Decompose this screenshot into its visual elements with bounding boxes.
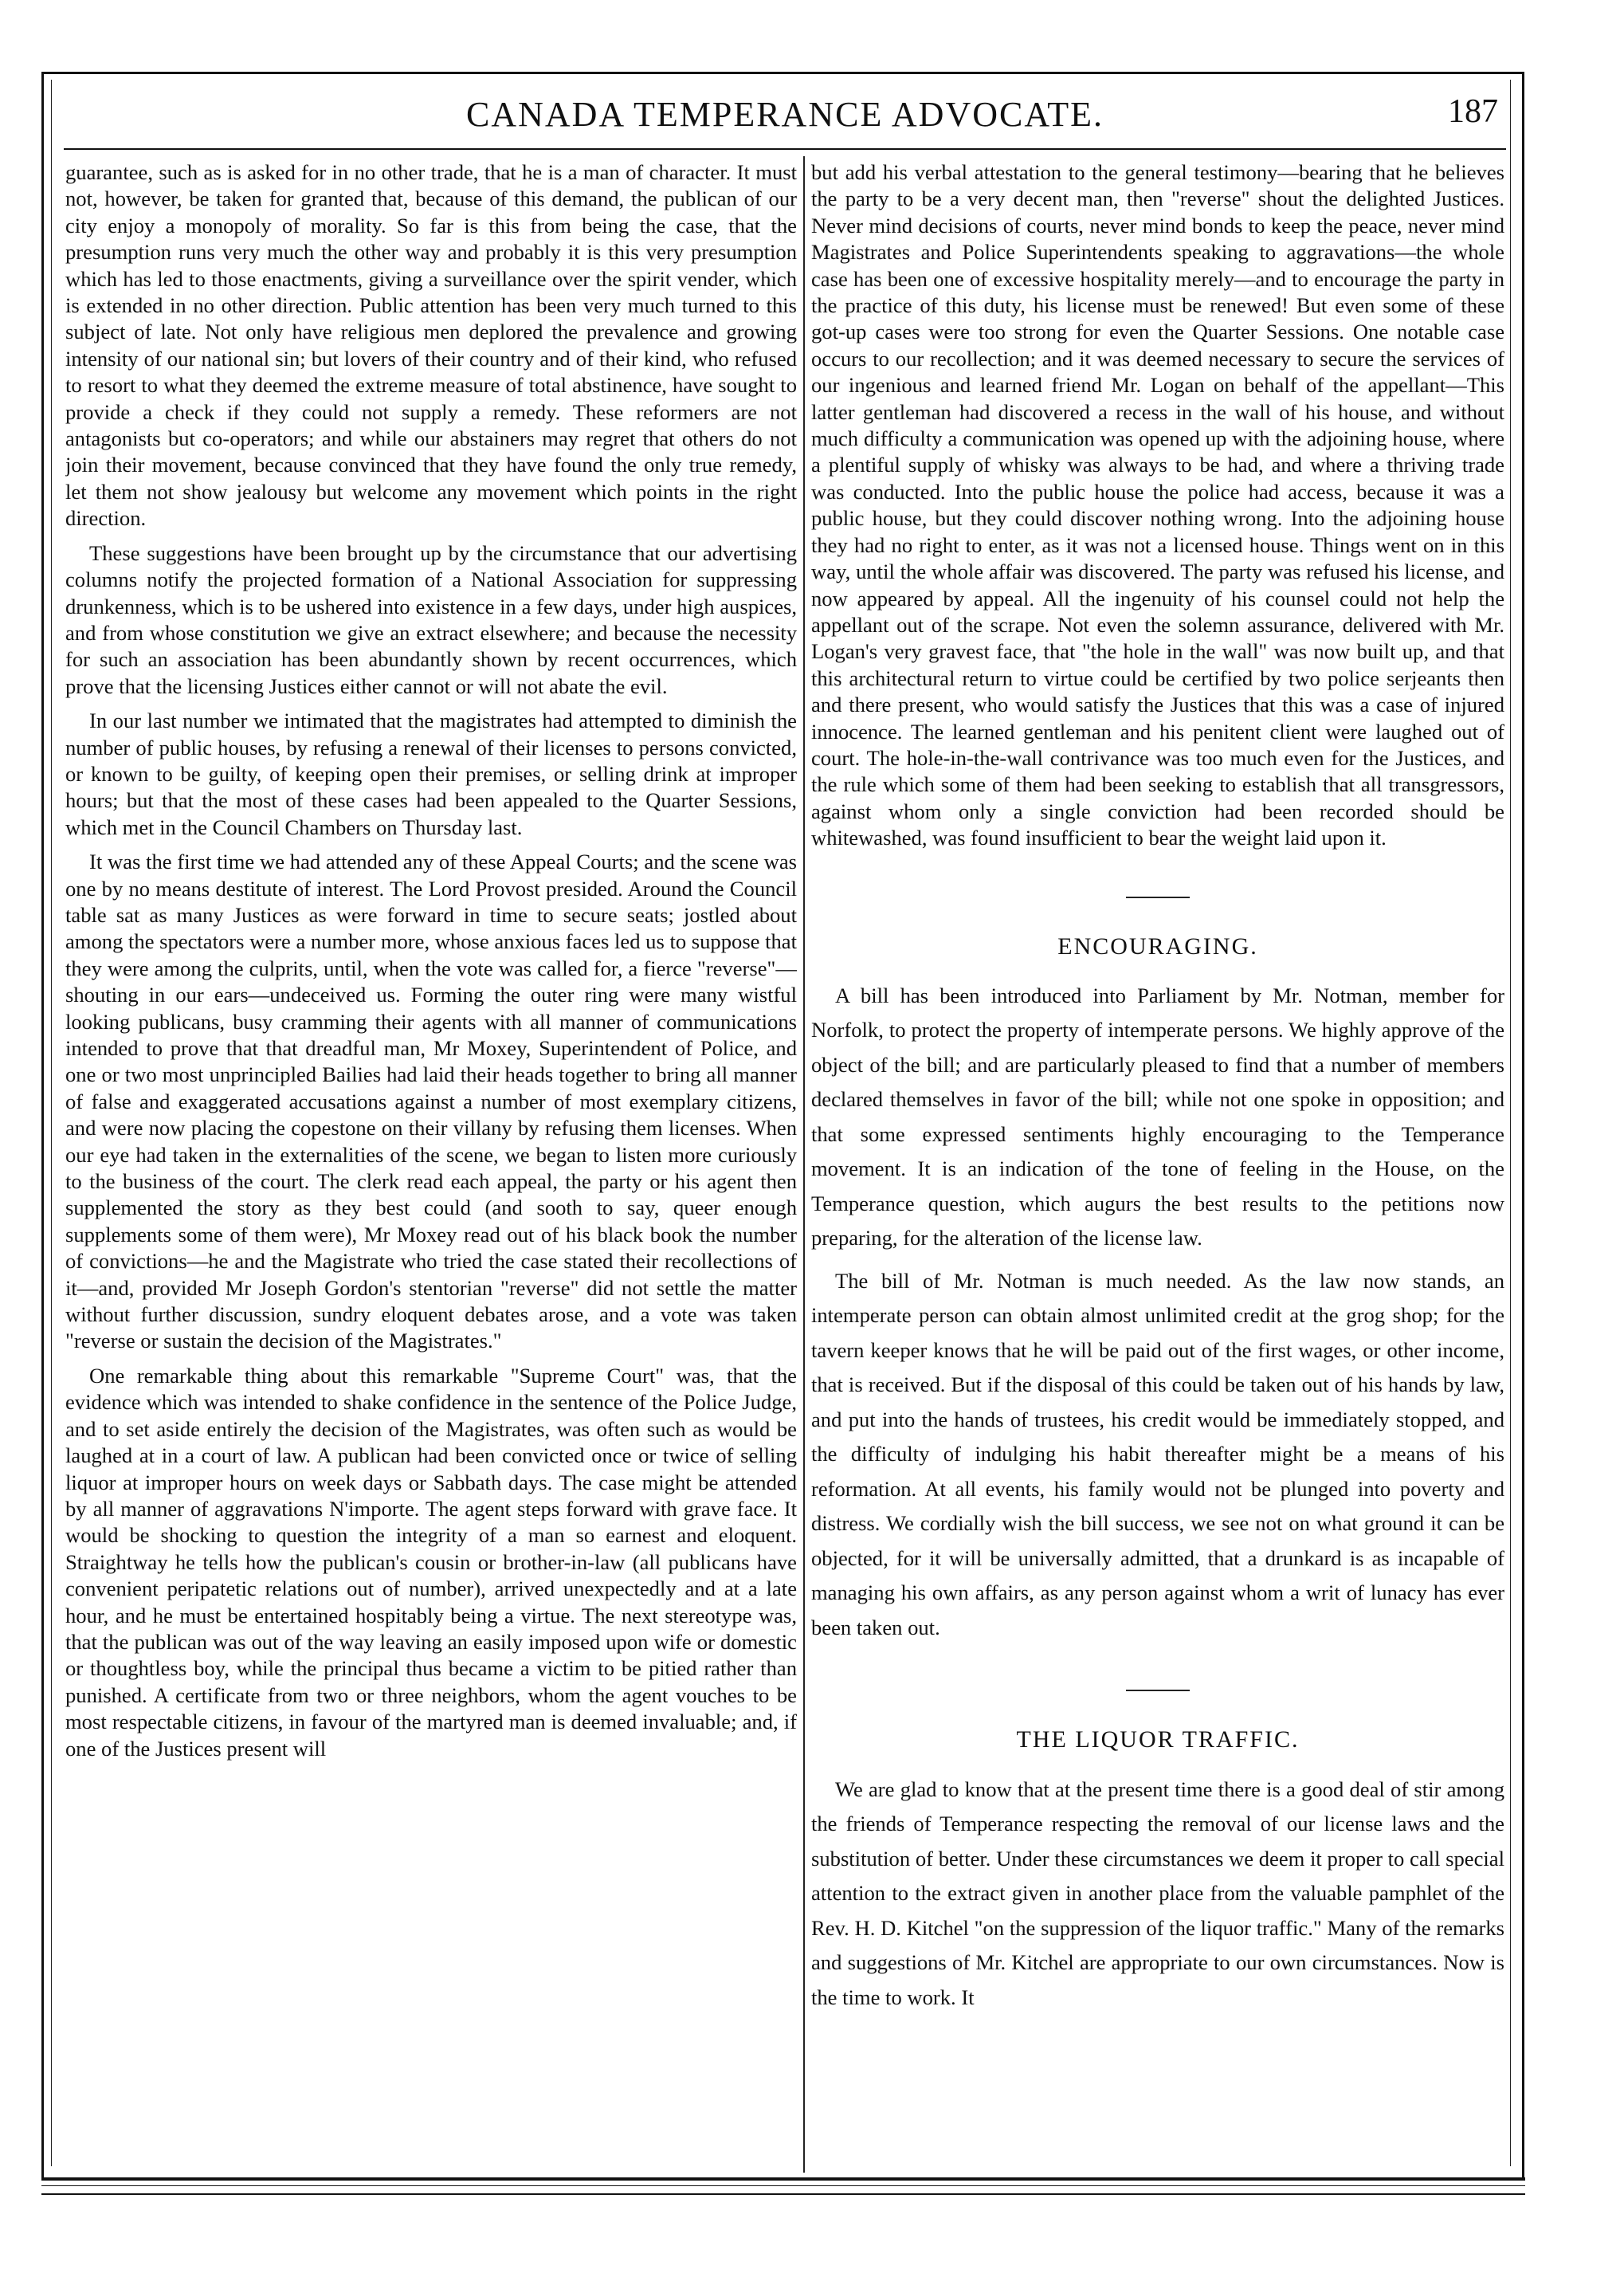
left-paragraph-5: One remarkable thing about this remarkable "Supreme Court" was, that the evidence which was intended to shake confidence in the sentence of the Police Judge, and to set aside entirely the decision of the Magistrates, was often such as would be laughed at in a court of law. A publican had been convicted once or twice of selling liquor at improper hours on week days or Sabbath days. The case might be attended by all manner of aggravations N'importe. The agent steps forward with grave face. It would be shocking to question the integrity of a man so earnest and eloquent. Straightway he tells how the publican's cousin or brother-in-law (all publicans have convenient peripatetic relations out of number), arrived unexpectedly and at a late hour, and he must be entertained hospitably being a virtue. The next stereotype was, that the publican was out of the way leaving an easily imposed upon wife or domestic or thoughtless boy, while the principal thus became a victim to be pitied rather than punished. A certificate from two or three neighbors, whom the agent vouches to be most respectable citizens, in favour of the martyred man is deemed invaluable; and, if one of the Justices present will: [65, 1363, 797, 1761]
encouraging-paragraph-2: The bill of Mr. Notman is much needed. As the law now stands, an intemperate person can obtain almost unlimited credit at the grog shop; for the tavern keeper knows that he will be paid out of the first wages, or other income, that is received. But if the disposal of this could be taken out of his hands by law, and put into the hands of trustees, his credit would be immediately stopped, and the difficulty of indulging his habit thereafter might be a means of his reformation. At all events, his family would not be plunged into poverty and distress. We cordially wish the bill success, we see not on what ground it can be objected, for it will be universally admitted, that a drunkard is as incapable of managing his own affairs, as any person against whom a writ of lunacy has ever been taken out.: [811, 1268, 1504, 1639]
right-paragraph-1: but add his verbal attestation to the general testimony—bearing that he believes the party to be a very decent man, then "reverse" shout the delighted Justices. Never mind decisions of courts, never mind bonds to keep the peace, never mind Magistrates and Police Superintendents speaking to aggravations—the whole case has been one of excessive hospitality merely—and to encourage the party in the practice of this duty, his license must be renewed! But even some of these got-up cases were too strong for even the Quarter Sessions. One notable case occurs to our recollection; and it was deemed necessary to secure the services of our ingenious and learned friend Mr. Logan on behalf of the appellant—This latter gentleman had discovered a recess in the wall of his house, and without much difficulty a communication was opened up with the adjoining house, where a plentiful supply of whisky was always to be had, and where a thriving trade was conducted. Into the public house the police had access, because it was a public house, but they could discover nothing wrong. Into the adjoining house they had no right to enter, as it was not a licensed house. Things went on in this way, until the whole affair was discovered. The party was refused his license, and now appeared by appeal. All the ingenuity of his counsel could not help the appellant out of the scrape. Not even the solemn assurance, delivered with Mr. Logan's very gravest face, that "the hole in the wall" was now built up, and that this architectural return to virtue could be certified by two police serjeants then and there present, who would satisfy the Justices that this was a case of injured innocence. The learned gentleman and his penitent client were laughed out of court. The hole-in-the-wall contrivance was too much even for the Justices, and the rule which some of them had been seeking to establish that all transgressors, against whom only a single conviction had been recorded should be whitewashed, was found insufficient to bear the weight laid upon it.: [811, 160, 1504, 850]
page-header: [64, 80, 1506, 143]
section-divider-2: [1126, 1690, 1190, 1691]
liquor-traffic-paragraph-1: We are glad to know that at the present time there is a good deal of stir among the friends of Temperance respecting the removal of our license laws and the substitution of better. Under these circumstances we deem it proper to call special attention to the extract given in another place from the valuable pamphlet of the Rev. H. D. Kitchel "on the suppression of the liquor traffic." Many of the remarks and suggestions of Mr. Kitchel are appropriate to our own circumstances. Now is the time to work. It: [811, 1777, 1504, 2009]
left-paragraph-1: guarantee, such as is asked for in no other trade, that he is a man of character. It must not, however, be taken for granted that, because of this demand, the publican of our city enjoy a monopoly of morality. So far is this from being the case, that the presumption runs very much the other way and probably it is this very presumption which has led to those enactments, giving a surveillance over the spirit vender, which is extended in no other direction. Public attention has been very much turned to this subject of late. Not only have religious men deplored the prevalence and growing intensity of our national sin; but lovers of their country and of their kind, who refused to resort to what they deemed the extreme measure of total abstinence, have sought to provide a check if they could not supply a remedy. These reformers are not antagonists but co-operators; and while our abstainers may regret that others do not join their movement, because convinced that they have found the only true remedy, let them not show jealousy but welcome any movement which points in the right direction.: [65, 160, 797, 531]
section-heading-liquor-traffic: THE LIQUOR TRAFFIC.: [1016, 1726, 1300, 1753]
page-number: 187: [1448, 93, 1498, 130]
bottom-rule-base: [41, 2193, 1525, 2195]
header-rule: [64, 148, 1506, 150]
encouraging-paragraph-1: A bill has been introduced into Parliament by Mr. Notman, member for Norfolk, to protect the property of intemperate persons. We highly approve of the object of the bill; and are particularly pleased to find that a number of members declared themselves in favor of the bill; while not one spoke in opposition; and that some expressed sentiments highly encouraging to the Temperance movement. It is an indication of the tone of feeling in the House, on the Temperance question, which augurs the best results to the petitions now preparing, for the alteration of the license law.: [811, 983, 1504, 1250]
left-paragraph-2: These suggestions have been brought up by the circumstance that our advertising columns notify the projected formation of a National Association for suppressing drunkenness, which is to be ushered into existence in a few days, under high auspices, and from whose constitution we give an extract elsewhere; and because the necessity for such an association has been abundantly shown by recent occurrences, which prove that the licensing Justices either cannot or will not abate the evil.: [65, 540, 797, 698]
running-title: CANADA TEMPERANCE ADVOCATE.: [465, 95, 1104, 134]
left-paragraph-3: In our last number we intimated that the magistrates had attempted to diminish the number of public houses, by refusing a renewal of their licenses to persons convicted, or known to be guilty, of keeping open their premises, or selling drink at improper hours; but that the most of these cases had been appealed to the Quarter Sessions, which met in the Council Chambers on Thursday last.: [65, 709, 797, 839]
bottom-rule-thick: [41, 2177, 1525, 2181]
section-divider-1: [1126, 897, 1190, 898]
left-paragraph-4: It was the first time we had attended any of these Appeal Courts; and the scene was one by no means destitute of interest. The Lord Provost presided. Around the Council table sat as many Justices as were forward in time to secure seats; jostled about among the spectators were a number more, whose anxious faces led us to suppose that they were among the culprits, until, when the vote was called for, a fierce "reverse"—shouting in our ears—undeceived us. Forming the outer ring were many wistful looking publicans, busy cramming their agents with all manner of communications intended to prove that that dreadful man, Mr Moxey, Superintendent of Police, and one or two most unprincipled Bailies had laid their heads together to bring all manner of false and exaggerated accusations against a number of most exemplary citizens, and were now placing the copestone on their villany by refusing them licenses. When our eye had taken in the externalities of the scene, we began to listen more curiously to the business of the court. The clerk read each appeal, the party or his agent then supplemented the story as they best could (and sooth to say, queer enough supplements some of them were), Mr Moxey read out of his black book the number of convictions—he and the Magistrate who tried the case stated their recollections of it—and, provided Mr Joseph Gordon's stentorian "reverse" did not settle the matter without further discussion, sundry eloquent debates arose, and a vote was taken "reverse or sustain the decision of the Magistrates.": [65, 850, 797, 1353]
section-heading-encouraging: ENCOURAGING.: [1057, 932, 1258, 960]
column-divider: [803, 156, 805, 2173]
right-column: [811, 159, 1504, 2168]
left-column: [65, 159, 797, 2168]
bottom-rule-thin: [41, 2185, 1525, 2186]
